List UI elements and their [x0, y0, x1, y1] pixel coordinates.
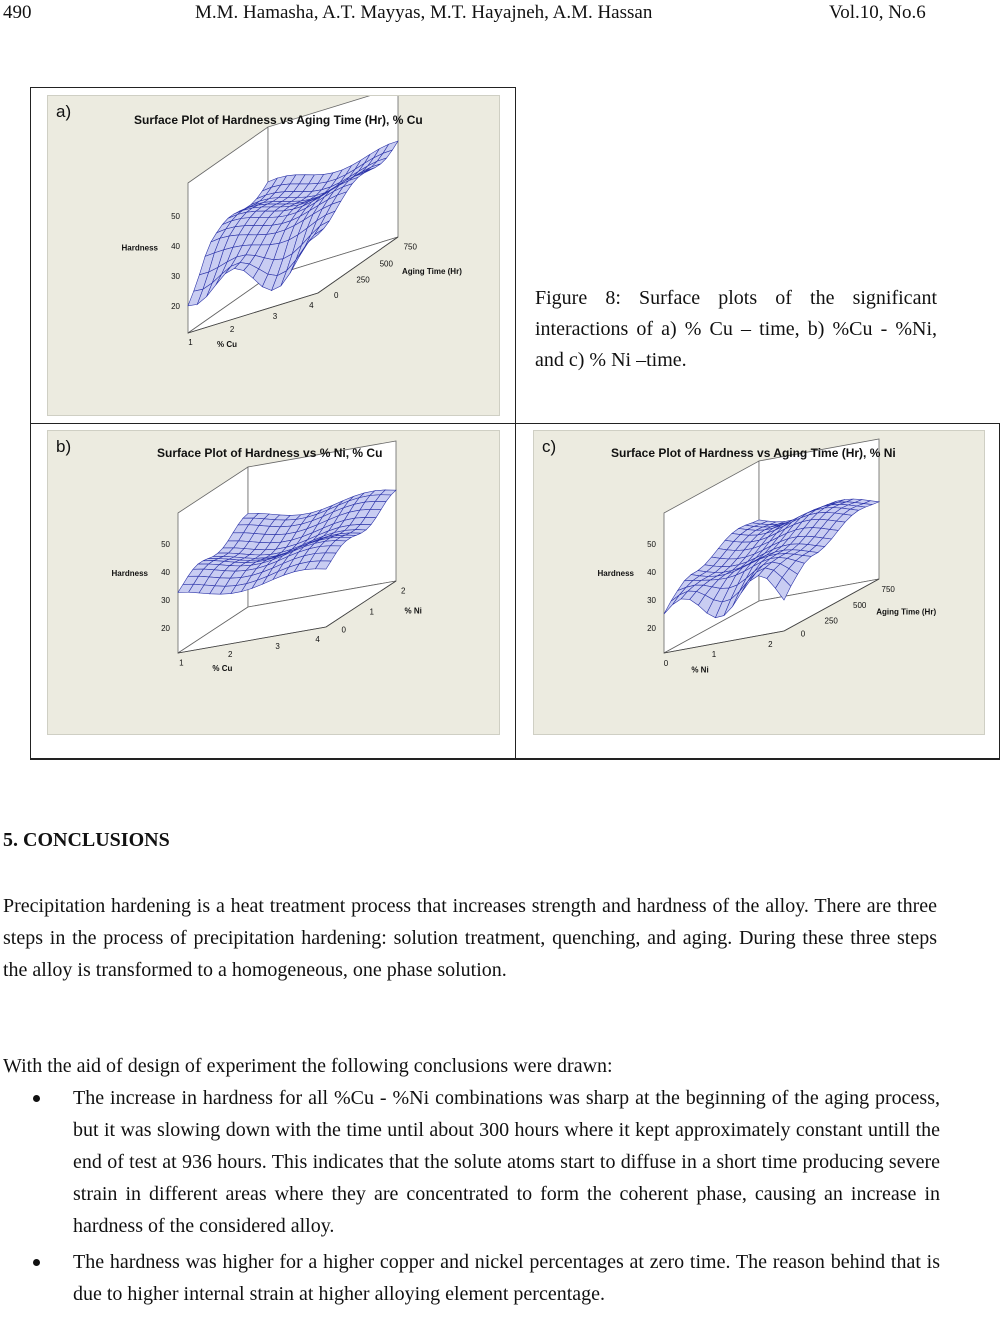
panel-letter: a) [56, 102, 72, 121]
paragraph: With the aid of design of experiment the following conclusions were drawn: [3, 1055, 613, 1077]
y-tick-label: 500 [853, 600, 867, 610]
z-tick-label: 30 [171, 272, 180, 281]
table-border [30, 87, 516, 88]
y-axis-label: Aging Time (Hr) [402, 267, 462, 277]
z-axis-label: Hardness [111, 569, 148, 578]
table-border [30, 758, 1000, 760]
y-tick-label: 2 [401, 586, 406, 596]
x-tick-label: 2 [228, 650, 233, 660]
y-axis-label: % Ni [404, 606, 422, 616]
figure-table [30, 87, 1000, 760]
panel-letter: c) [542, 437, 557, 456]
plot-title: Surface Plot of Hardness vs Aging Time (Hr), % Cu [134, 113, 423, 127]
surface-plot-svg [48, 96, 501, 417]
x-tick-label: 2 [768, 639, 773, 649]
x-tick-label: 1 [179, 658, 184, 668]
plot-title: Surface Plot of Hardness vs Aging Time (Hr), % Ni [611, 446, 896, 460]
surface-plot-svg [48, 431, 501, 736]
x-tick-label: 1 [188, 338, 193, 347]
y-tick-label: 250 [824, 616, 838, 626]
section-heading: 5. CONCLUSIONS [3, 829, 170, 851]
y-tick-label: 1 [369, 607, 374, 617]
x-axis-label: % Ni [691, 665, 709, 675]
x-tick-label: 4 [315, 634, 320, 644]
z-axis-label: Hardness [597, 569, 634, 578]
y-tick-label: 750 [403, 242, 417, 252]
x-tick-label: 4 [309, 300, 314, 310]
list-item [0, 1082, 940, 1242]
list-item-text: The hardness was higher for a higher copper and nickel percentages at zero time. The reason behind that is due to higher internal strain at higher alloying element percentage. [73, 1251, 940, 1305]
bullet-icon [33, 1259, 40, 1266]
paragraph: Precipitation hardening is a heat treatment process that increases strength and hardness of the alloy. There are three steps in the process of precipitation hardening: solution treatment, quenching, and aging. During these three steps the alloy is transformed to a homogeneous, one phase solution. [3, 895, 937, 981]
y-tick-label: 250 [356, 275, 370, 285]
z-tick-label: 50 [161, 539, 170, 549]
z-tick-label: 40 [647, 567, 656, 577]
x-tick-label: 3 [275, 641, 280, 651]
surface-plot-a [47, 95, 500, 416]
x-tick-label: 3 [272, 312, 278, 321]
plot-title: Surface Plot of Hardness vs % Ni, % Cu [157, 446, 383, 460]
running-authors: M.M. Hamasha, A.T. Mayyas, M.T. Hayajneh, A.M. Hassan [195, 2, 653, 23]
table-border [30, 423, 1000, 424]
y-tick-label: 0 [334, 291, 339, 301]
page-number: 490 [3, 2, 32, 23]
journal-volume: Vol.10, No.6 [829, 2, 926, 23]
surface-plot-b [47, 430, 500, 735]
y-tick-label: 750 [881, 585, 895, 595]
z-tick-label: 50 [171, 212, 180, 221]
z-tick-label: 40 [161, 567, 170, 577]
y-axis-label: Aging Time (Hr) [876, 607, 937, 617]
list-item-text: The increase in hardness for all %Cu - %Ni combinations was sharp at the beginning of the aging process, but it was slowing down with the time until about 300 hours where it kept approximately constant untill the end of test at 936 hours. This indicates that the solute atoms start to diffuse in a short time producing severe strain in different areas where they are concentrated to form the coherent phase, causing an increase in hardness of the considered alloy. [73, 1087, 940, 1237]
z-axis-label: Hardness [121, 243, 158, 253]
y-tick-label: 0 [341, 625, 346, 635]
conclusions-list [0, 1082, 940, 1314]
z-tick-label: 30 [647, 595, 656, 605]
figure-caption: Figure 8: Surface plots of the significant interactions of a) % Cu – time, b) %Cu - %Ni, and c) % Ni –time. [535, 287, 937, 371]
x-tick-label: 1 [711, 650, 717, 660]
z-tick-label: 50 [647, 539, 656, 549]
z-tick-label: 30 [161, 595, 170, 605]
x-tick-label: 0 [663, 658, 669, 668]
bullet-icon [33, 1095, 40, 1102]
y-tick-label: 500 [379, 259, 393, 269]
page-header [0, 0, 1000, 32]
x-axis-label: % Cu [217, 340, 237, 349]
panel-letter: b) [56, 437, 72, 456]
z-tick-label: 20 [161, 623, 170, 633]
z-tick-label: 20 [647, 623, 656, 633]
z-tick-label: 20 [171, 302, 180, 311]
x-tick-label: 2 [229, 325, 235, 335]
z-tick-label: 40 [171, 242, 180, 251]
x-axis-label: % Cu [212, 664, 233, 674]
list-item [0, 1246, 940, 1310]
surface-plot-svg [534, 431, 986, 736]
surface-plot-c [533, 430, 985, 735]
y-tick-label: 0 [800, 629, 806, 639]
